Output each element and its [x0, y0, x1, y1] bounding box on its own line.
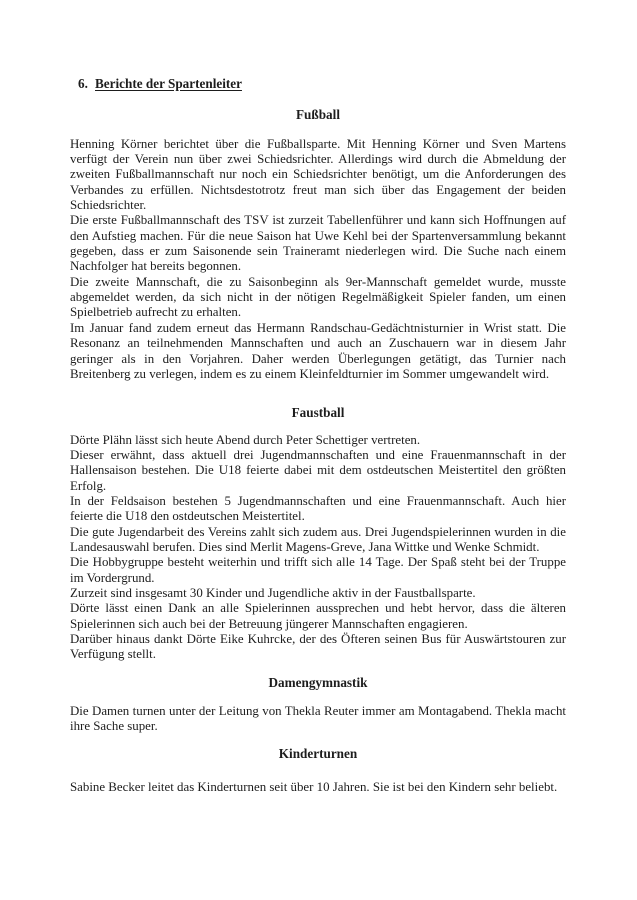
- paragraph: In der Feldsaison bestehen 5 Jugendmannschaften und eine Frauenmannschaft. Auch hier feierte die U18 den ostdeutschen Meistertitel.: [70, 493, 566, 524]
- paragraph: Im Januar fand zudem erneut das Hermann Randschau-Gedächtnisturnier in Wrist statt. Die Resonanz an teilnehmenden Mannschaften und auch an Zuschauern war in diesem Jahr geringer als in den Vorjahren. Daher werden Überlegungen getätigt, das Turnier nach Breitenberg zu verlegen, indem es zu einem Kleinfeldturnier im Sommer umgewandelt wird.: [70, 320, 566, 381]
- paragraph: Henning Körner berichtet über die Fußballsparte. Mit Henning Körner und Sven Martens verfügt der Verein nun über zwei Schiedsrichter. Allerdings wird durch die Abmeldung der zweiten Fußballmannschaft nur noch ein Schiedsrichter benötigt, um die Anforderungen des Verbandes zu erfüllen. Nichtsdestotrotz freut man sich über das Engagement der beiden Schiedsrichter.: [70, 136, 566, 213]
- paragraph: Dörte Plähn lässt sich heute Abend durch Peter Schettiger vertreten.: [70, 432, 421, 447]
- section-kinderturnen: [70, 746, 566, 796]
- heading-title: Berichte der Spartenleiter: [95, 76, 242, 91]
- paragraph: Dieser erwähnt, dass aktuell drei Jugendmannschaften und eine Frauenmannschaft in der Hallensaison bestehen. Die U18 feierte dabei mit dem ostdeutschen Meistertitel den größten Erfolg.: [70, 447, 566, 493]
- section-title-damengymnastik: Damengymnastik: [268, 674, 368, 690]
- paragraph: Sabine Becker leitet das Kinderturnen seit über 10 Jahren. Sie ist bei den Kindern sehr beliebt.: [70, 780, 558, 795]
- section-title-faustball: Faustball: [291, 405, 345, 421]
- paragraph: Die erste Fußballmannschaft des TSV ist zurzeit Tabellenführer und kann sich Hoffnungen auf den Aufstieg machen. Für die neue Saison hat Uwe Kehl bei der Spartenversammlung bekannt gegeben, dass er zum Saisonende sein Traineramt niederlegen wird. Die Suche nach einem Nachfolger hat bereits begonnen.: [70, 213, 566, 274]
- main-heading: [78, 76, 566, 91]
- heading-number: 6.: [78, 76, 88, 91]
- paragraph: Die gute Jugendarbeit des Vereins zahlt sich zudem aus. Drei Jugendspielerinnen wurden in die Landesauswahl berufen. Dies sind Merlit Magens-Greve, Jana Wittke und Wenke Schmidt.: [70, 524, 566, 554]
- paragraph: Die zweite Mannschaft, die zu Saisonbeginn als 9er-Mannschaft gemeldet wurde, musste abgemeldet werden, da sich nicht in der nötigen Regelmäßigkeit Spieler fanden, um einen Spielbetrieb aufrecht zu erhalten.: [70, 274, 566, 320]
- section-fussball: [70, 107, 566, 382]
- section-faustball: [70, 405, 566, 663]
- paragraph: Zurzeit sind insgesamt 30 Kinder und Jugendliche aktiv in der Faustballsparte.: [70, 585, 476, 600]
- section-damengymnastik: [70, 675, 566, 735]
- paragraph: Die Hobbygruppe besteht weiterhin und trifft sich alle 14 Tage. Der Spaß steht bei der Truppe im Vordergrund.: [70, 555, 566, 585]
- paragraph: Die Damen turnen unter der Leitung von Thekla Reuter immer am Montagabend. Thekla macht ihre Sache super.: [70, 704, 566, 734]
- section-title-fussball: Fußball: [296, 107, 340, 123]
- section-title-kinderturnen: Kinderturnen: [278, 745, 358, 761]
- paragraph: Darüber hinaus dankt Dörte Eike Kuhrcke, der des Öfteren seinen Bus für Auswärtstouren zur Verfügung stellt.: [70, 632, 566, 662]
- paragraph: Dörte lässt einen Dank an alle Spielerinnen aussprechen und hebt hervor, dass die älteren Spielerinnen sich auch bei der Betreuung jüngerer Mannschaften engagieren.: [70, 601, 566, 631]
